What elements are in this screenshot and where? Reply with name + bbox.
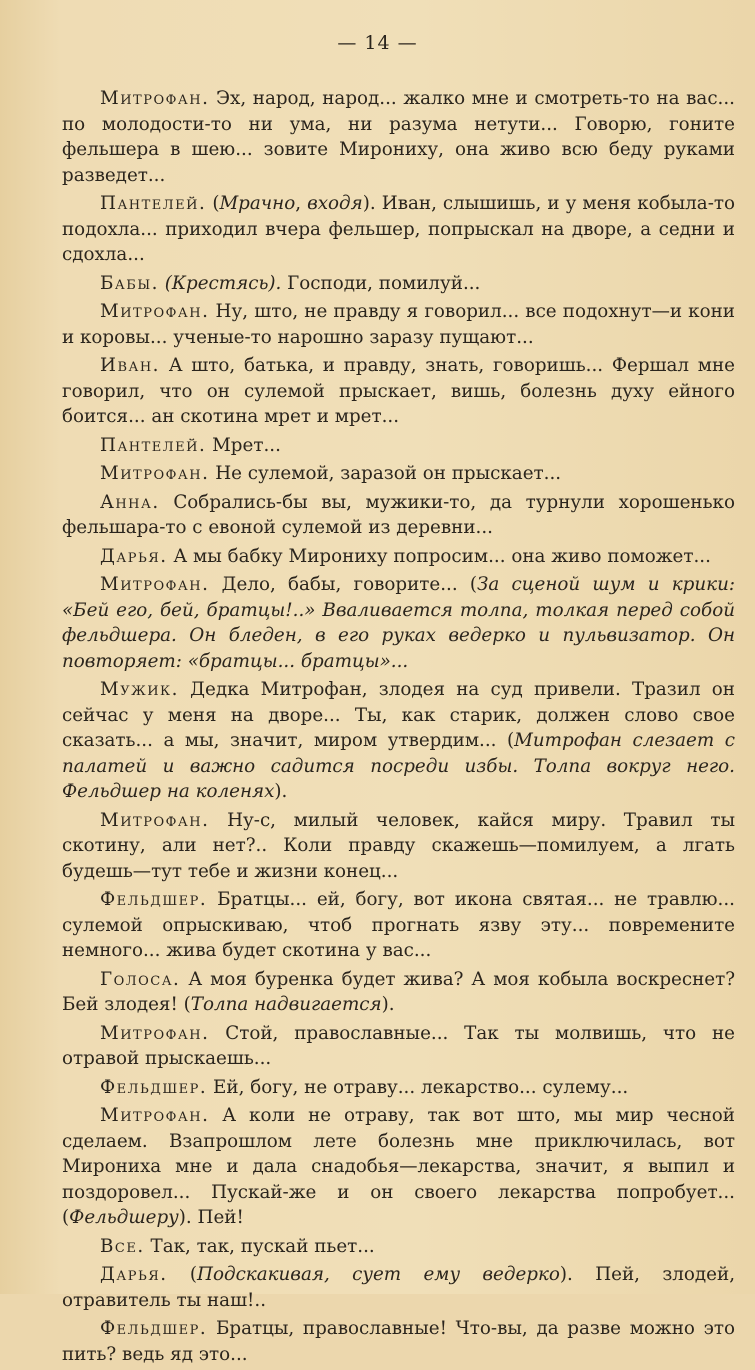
dialogue-text: Дело, бабы, говорите... (	[209, 574, 478, 595]
dialogue-paragraph	[62, 677, 735, 805]
play-text	[62, 86, 735, 1370]
dialogue-paragraph	[62, 461, 735, 487]
speaker-name: Митрофан.	[100, 88, 210, 109]
dialogue-paragraph	[62, 1103, 735, 1231]
dialogue-paragraph	[62, 1316, 735, 1367]
speaker-name: Все.	[100, 1235, 145, 1257]
dialogue-text: Не сулемой, заразой он прыскает...	[209, 463, 562, 484]
stage-direction: Фельдшеру	[69, 1207, 179, 1228]
speaker-name: Митрофан.	[100, 809, 210, 831]
page-number: — 14 —	[337, 32, 418, 54]
dialogue-text: ).	[381, 994, 395, 1015]
dialogue-text: А мы бабку Мирониху попросим... она живо поможет...	[167, 545, 711, 567]
speaker-name: Иван.	[100, 355, 160, 376]
dialogue-paragraph	[62, 353, 735, 430]
dialogue-text: ). Пей, злодей, отравитель ты наш!..	[62, 1264, 735, 1311]
speaker-name: Фельдшер.	[100, 1318, 208, 1339]
speaker-name: Пантелей.	[100, 193, 207, 214]
dialogue-text: Господи, помилуй...	[281, 272, 481, 294]
dialogue-text: ). Иван, слышишь, и у меня кобыла-то подохла... приходил вчера фельшер, попрыскал на дворе, а седни и сдохла...	[62, 193, 735, 265]
stage-direction: За сценой шум и крики: «Бей его, бей, братцы!..» Вваливается толпа, толкая перед собой фельдшера. Он бледен, в его руках ведерко и пульвизатор. Он повторяет: «братцы... братцы»...	[62, 574, 735, 672]
dialogue-text: ,	[295, 193, 308, 214]
dialogue-text: Собрались-бы вы, мужики-то, да турнули хорошенько фельшара-то с евоной сулемой из деревни...	[62, 491, 735, 538]
dialogue-text: Так, так, пускай пьет...	[144, 1235, 375, 1257]
dialogue-paragraph	[62, 1262, 735, 1313]
dialogue-text: Братцы, православные! Что-вы, да разве можно это пить? ведь яд это...	[62, 1318, 735, 1365]
speaker-name: Митрофан.	[100, 463, 210, 484]
speaker-name: Мужик.	[100, 679, 179, 700]
dialogue-text: А моя буренка будет жива? А моя кобыла воскреснет? Бей злодея! (	[62, 968, 735, 1015]
dialogue-paragraph	[62, 1234, 735, 1260]
dialogue-text: Ну-с, милый человек, кайся миру. Травил ты скотину, али нет?.. Коли правду скажешь—помилуем, а лгать будешь—тут тебе и жизни конец...	[62, 809, 735, 882]
dialogue-text: ).	[274, 781, 288, 802]
dialogue-text: ). Пей!	[178, 1207, 244, 1228]
speaker-name: Фельдшер.	[100, 1076, 208, 1098]
dialogue-paragraph	[62, 1021, 735, 1072]
speaker-name: Фельдшер.	[100, 889, 208, 910]
speaker-name: Пантелей.	[100, 434, 207, 456]
dialogue-text: (	[167, 1264, 198, 1285]
dialogue-paragraph	[62, 808, 735, 885]
speaker-name: Дарья.	[100, 1264, 168, 1285]
speaker-name: Голоса.	[100, 968, 181, 990]
dialogue-paragraph	[62, 544, 735, 570]
speaker-name: Митрофан.	[100, 1105, 210, 1126]
dialogue-paragraph	[62, 887, 735, 964]
dialogue-text: Эх, народ, народ... жалко мне и смотреть-то на вас... по молодости-то ни ума, ни разума нетути... Говорю, гоните фельшера в шею... зовите Мирониху, она живо всю беду руками разведет...	[62, 88, 735, 186]
dialogue-text: (	[206, 193, 220, 214]
speaker-name: Митрофан.	[100, 301, 210, 322]
dialogue-text: Братцы... ей, богу, вот икона святая... не травлю... сулемой опрыскиваю, чтоб прогнать язву эту... повремените немного... жива будет скотина у вас...	[62, 889, 735, 961]
dialogue-text: Ей, богу, не отраву... лекарство... сулему...	[207, 1076, 629, 1098]
speaker-name: Бабы.	[100, 272, 159, 294]
dialogue-text: А коли не отраву, так вот што, мы мир чесной сделаем. Взапрошлом лете болезнь мне приключилась, вот Мирониха мне и дала снадобья—лекарства, значит, я выпил и поздоровел... Пускай-же и он своего лекарства попробует... (	[62, 1105, 735, 1228]
dialogue-text: Стой, православные... Так ты молвишь, что не отравой прыскаешь...	[62, 1022, 735, 1069]
stage-direction: входя	[307, 193, 363, 214]
dialogue-paragraph	[62, 299, 735, 350]
dialogue-paragraph	[62, 1075, 735, 1101]
dialogue-paragraph	[62, 86, 735, 188]
speaker-name: Митрофан.	[100, 574, 210, 595]
stage-direction: Подскакивая, сует ему ведерко	[197, 1264, 560, 1285]
stage-direction: (Крестясь).	[164, 272, 282, 294]
stage-direction: Толпа надвигается	[190, 994, 382, 1015]
dialogue-paragraph	[62, 433, 735, 459]
dialogue-text: Мрет...	[206, 434, 281, 456]
stage-direction: Мрачно	[219, 193, 296, 214]
dialogue-paragraph	[62, 967, 735, 1018]
dialogue-paragraph	[62, 271, 735, 297]
dialogue-text: Дедка Митрофан, злодея на суд привели. Тразил он сейчас у меня на дворе... Ты, как старик, должен слово свое сказать... а мы, значит, миром утвердим... (	[62, 679, 735, 751]
dialogue-paragraph	[62, 572, 735, 674]
dialogue-paragraph	[62, 490, 735, 541]
stage-direction: Митрофан слезает с палатей и важно садится посреди избы. Толпа вокруг него. Фельдшер на коленях	[62, 730, 735, 802]
dialogue-paragraph	[62, 191, 735, 268]
speaker-name: Митрофан.	[100, 1022, 210, 1044]
dialogue-text: А што, батька, и правду, знать, говоришь... Фершал мне говорил, что он сулемой прыскает, вишь, болезнь духу ейного боится... ан скотина мрет и мрет...	[62, 355, 735, 427]
speaker-name: Анна.	[100, 491, 160, 513]
dialogue-text: Ну, што, не правду я говорил... все подохнут—и кони и коровы... ученые-то нарошно заразу пущают...	[62, 301, 735, 348]
speaker-name: Дарья.	[100, 545, 168, 567]
